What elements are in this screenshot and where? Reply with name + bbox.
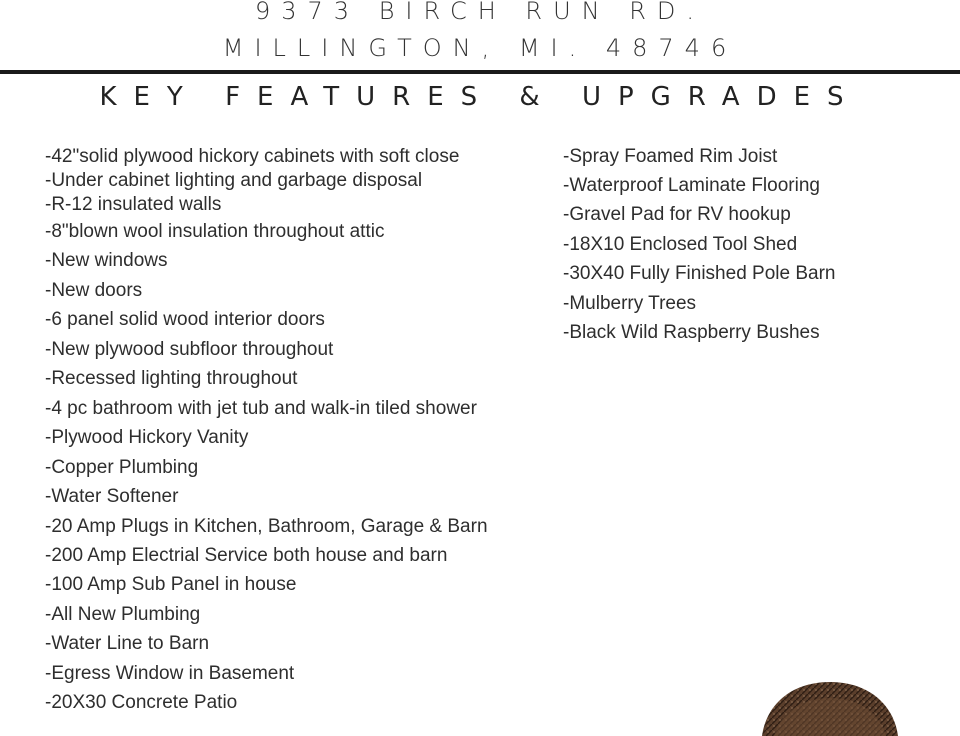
feature-item: -New plywood subfloor throughout <box>45 339 334 360</box>
feature-item: -42"solid plywood hickory cabinets with soft close <box>45 146 460 167</box>
feature-item: -All New Plumbing <box>45 604 201 625</box>
feature-item: -New windows <box>45 250 168 271</box>
agent-photo <box>760 676 900 736</box>
feature-item: -Gravel Pad for RV hookup <box>563 204 791 225</box>
feature-item: -6 panel solid wood interior doors <box>45 309 325 330</box>
feature-item: -20 Amp Plugs in Kitchen, Bathroom, Garage & Barn <box>45 516 488 537</box>
feature-item: -4 pc bathroom with jet tub and walk-in tiled shower <box>45 398 477 419</box>
feature-item: -Recessed lighting throughout <box>45 368 298 389</box>
feature-item: -Black Wild Raspberry Bushes <box>563 322 820 343</box>
feature-item: -Mulberry Trees <box>563 293 697 314</box>
feature-item: -Under cabinet lighting and garbage disposal <box>45 170 423 191</box>
feature-item: -200 Amp Electrial Service both house and barn <box>45 545 448 566</box>
address-line-2: MILLINGTON, MI. 48746 <box>222 34 738 62</box>
feature-item: -Water Line to Barn <box>45 633 210 654</box>
feature-item: -18X10 Enclosed Tool Shed <box>563 234 798 255</box>
feature-item: -R-12 insulated walls <box>45 194 222 215</box>
feature-item: -30X40 Fully Finished Pole Barn <box>563 263 836 284</box>
feature-item: -New doors <box>45 280 143 301</box>
address-line-1: 9373 BIRCH RUN RD. <box>254 0 706 25</box>
feature-item: -Copper Plumbing <box>45 457 199 478</box>
feature-item: -Egress Window in Basement <box>45 663 295 684</box>
feature-item: -Water Softener <box>45 486 179 507</box>
header-divider <box>0 70 960 74</box>
feature-item: -20X30 Concrete Patio <box>45 692 238 713</box>
feature-item: -Plywood Hickory Vanity <box>45 427 249 448</box>
section-heading: KEY FEATURES & UPGRADES <box>99 82 861 112</box>
feature-item: -100 Amp Sub Panel in house <box>45 574 297 595</box>
feature-item: -Spray Foamed Rim Joist <box>563 146 778 167</box>
feature-item: -Waterproof Laminate Flooring <box>563 175 820 196</box>
feature-item: -8"blown wool insulation throughout attic <box>45 221 385 242</box>
